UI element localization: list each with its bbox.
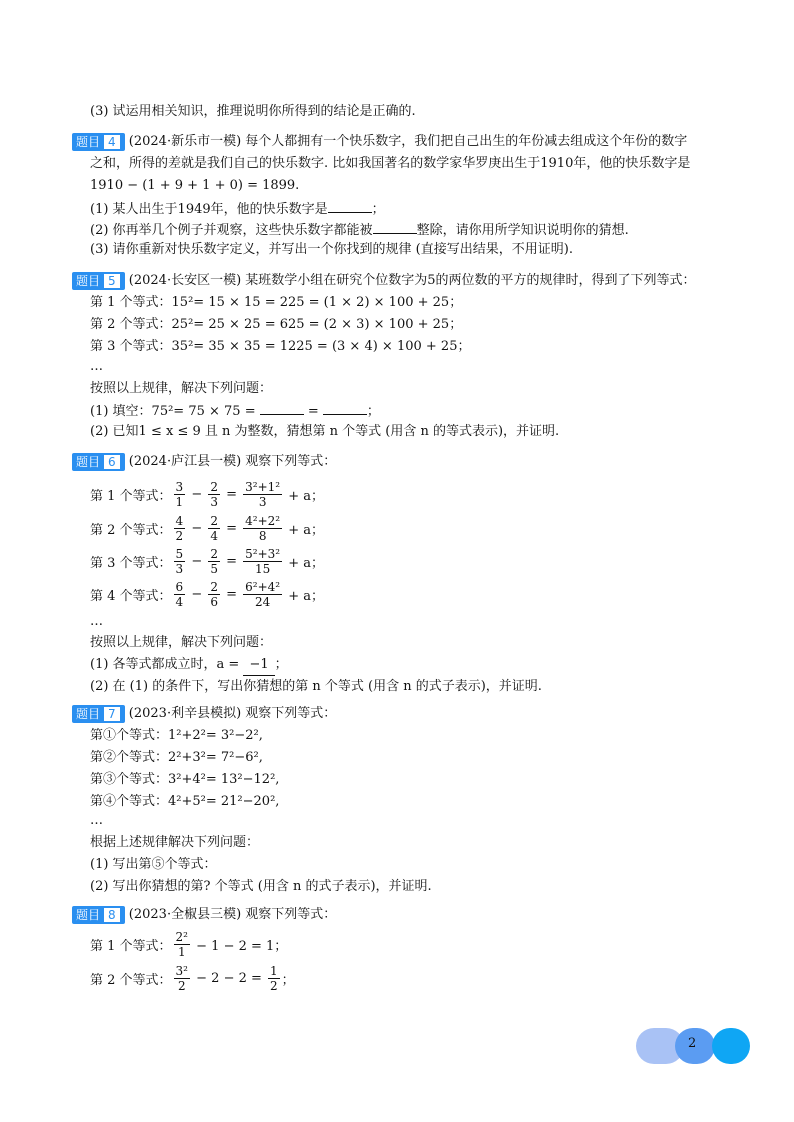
problem-5-dots: … — [90, 359, 103, 374]
problem-6-tag: 题目 6 — [72, 453, 125, 471]
problem-4-intro-line3: 1910 − (1 + 9 + 1 + 0) = 1899. — [90, 178, 300, 193]
problem-6-eq4: 第 4 个等式： $\frac{6}{4}$ − $\frac{2}{6}$ = $\frac{\text{6²+4²}}{24}$ + a； — [90, 579, 325, 609]
problem-6-rule: 按照以上规律，解决下列问题： — [90, 635, 273, 650]
problem-7-tag: 题目 7 — [72, 705, 125, 723]
problem-5-q1: (1) 填空：75²= 75 × 75 = = ； — [90, 400, 380, 422]
problem-4-tag: 题目 4 — [72, 133, 125, 151]
problem-8-intro: 题目 8 (2023·全椒县三模) 观察下列等式： — [72, 905, 336, 925]
problem-7-eq3: 第③个等式：3²+4²= 13²−12², — [90, 772, 280, 787]
problem-4-q2: (2) 你再举几个例子并观察，这些快乐数字都能被 整除，请你用所学知识说明你的猜想. — [90, 219, 629, 241]
problem-4-intro-line2: 之和，所得的差就是我们自己的快乐数字. 比如我国著名的数学家华罗庚出生于1910年，他的快乐数字是 — [90, 156, 691, 171]
answer-blank[interactable] — [260, 400, 304, 415]
problem-6-q1: (1) 各等式都成立时，a = −1 ； — [90, 655, 288, 676]
answer-blank[interactable] — [328, 198, 372, 213]
problem-7-eq4: 第④个等式：4²+5²= 21²−20², — [90, 794, 280, 809]
problem-7-intro: 题目 7 (2023·利辛县模拟) 观察下列等式： — [72, 704, 336, 724]
problem-7-rule: 根据上述规律解决下列问题： — [90, 835, 260, 850]
problem-7-eq1: 第①个等式：1²+2²= 3²−2², — [90, 728, 263, 743]
page-number: 2 — [688, 1036, 697, 1051]
problem-4-q1: (1) 某人出生于1949年，他的快乐数字是 ； — [90, 198, 385, 220]
decor-circle — [712, 1028, 750, 1064]
problem-6-eq2: 第 2 个等式： $\frac{4}{2}$ − $\frac{2}{4}$ = $\frac{\text{4²+2²}}{8}$ + a； — [90, 513, 325, 543]
problem-5-q2: (2) 已知1 ≤ x ≤ 9 且 n 为整数，猜想第 n 个等式 (用含 n 的等式表示)，并证明. — [90, 424, 560, 439]
problem-6-eq1: 第 1 个等式： $\frac{3}{1}$ − $\frac{2}{3}$ = $\frac{\text{3²+1²}}{3}$ + a； — [90, 479, 325, 509]
problem-6-intro: 题目 6 (2024·庐江县一模) 观察下列等式： — [72, 452, 336, 472]
problem-7-dots: … — [90, 813, 103, 828]
problem-6-dots: … — [90, 614, 103, 629]
prev-question-3: (3) 试运用相关知识，推理说明你所得到的结论是正确的. — [90, 104, 416, 119]
problem-8-eq1: 第 1 个等式： $\frac{\text{2²}}{1}$ − 1 − 2 = 1； — [90, 929, 288, 959]
problem-8-tag: 题目 8 — [72, 906, 125, 924]
problem-6-q2: (2) 在 (1) 的条件下，写出你猜想的第 n 个等式 (用含 n 的式子表示)，并证明. — [90, 679, 542, 694]
filled-answer[interactable]: −1 — [243, 655, 274, 676]
problem-5-rule: 按照以上规律，解决下列问题： — [90, 381, 273, 396]
answer-blank[interactable] — [323, 400, 367, 415]
problem-5-tag: 题目 5 — [72, 272, 125, 290]
problem-5-intro: 题目 5 (2024·长安区一模) 某班数学小组在研究个位数字为5的两位数的平方的规律时，得到了下列等式： — [72, 271, 696, 291]
problem-5-eq2: 第 2 个等式：25²= 25 × 25 = 625 = (2 × 3) × 100 + 25； — [90, 317, 463, 332]
problem-4-intro-line1: 题目 4 (2024·新乐市一模) 每个人都拥有一个快乐数字，我们把自己出生的年份减去组成这个年份的数字 — [72, 132, 687, 152]
problem-7-q1: (1) 写出第⑤个等式： — [90, 857, 217, 872]
problem-5-eq1: 第 1 个等式：15²= 15 × 15 = 225 = (1 × 2) × 100 + 25； — [90, 295, 463, 310]
answer-blank[interactable] — [373, 219, 417, 234]
problem-6-eq3: 第 3 个等式： $\frac{5}{3}$ − $\frac{2}{5}$ = $\frac{\text{5²+3²}}{15}$ + a； — [90, 546, 325, 576]
problem-7-q2: (2) 写出你猜想的第? 个等式 (用含 n 的式子表示)，并证明. — [90, 879, 432, 894]
problem-5-eq3: 第 3 个等式：35²= 35 × 35 = 1225 = (3 × 4) × 100 + 25； — [90, 339, 471, 354]
problem-8-eq2: 第 2 个等式： $\frac{\text{3²}}{2}$ − 2 − 2 = $\frac{1}{2}$ ； — [90, 963, 295, 993]
problem-4-q3: (3) 请你重新对快乐数字定义，并写出一个你找到的规律 (直接写出结果，不用证明). — [90, 242, 573, 257]
problem-7-eq2: 第②个等式：2²+3²= 7²−6², — [90, 750, 263, 765]
